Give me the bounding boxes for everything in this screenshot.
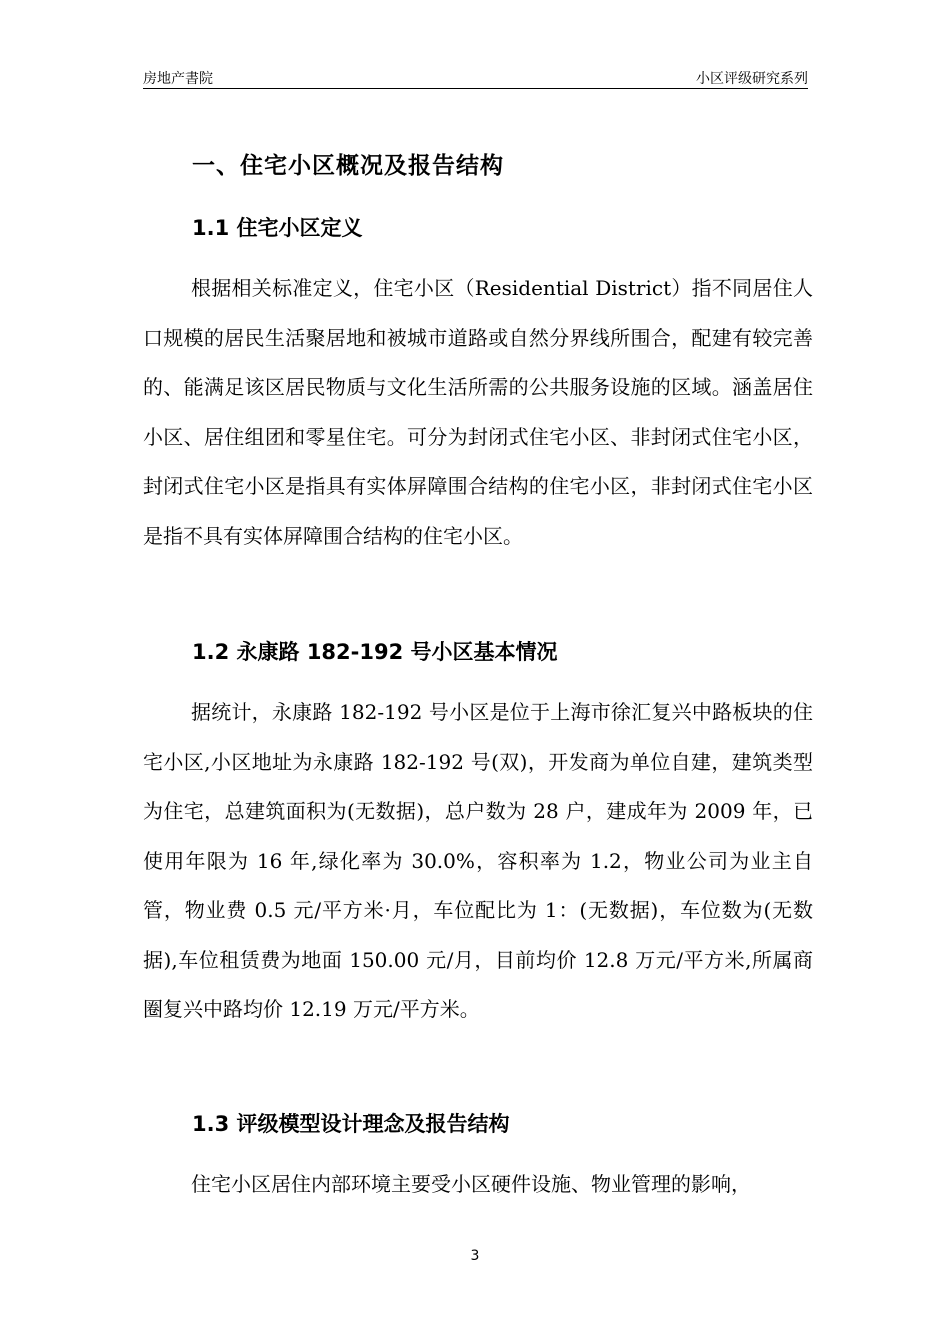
section-paragraph-1-3: 住宅小区居住内部环境主要受小区硬件设施、物业管理的影响， (191, 1172, 751, 1196)
section-heading-1-1: 1.1 住宅小区定义 (192, 216, 363, 240)
section-paragraph-1-2: 据统计，永康路 182-192 号小区是位于上海市徐汇复兴中路板块的住宅小区,小区地址为永康路 182-192 号(双)，开发商为单位自建，建筑类型为住宅，总建筑面积为(无数据)，总户数为 28 户，建成年为 2009 年，已使用年限为 16 年,绿化率为 30.0%，容积率为 1.2，物业公司为业主自管，物业费 0.5 元/平方米·月，车位配比为 1：(无数据)，车位数为(无数据),车位租赁费为地面 150.00 元/月，目前均价 12.8 万元/平方米,所属商圈复兴中路均价 12.19 万元/平方米。 (143, 700, 813, 1021)
page-header (143, 68, 808, 89)
section-paragraph-1-1: 根据相关标准定义，住宅小区（Residential District）指不同居住人口规模的居民生活聚居地和被城市道路或自然分界线所围合，配建有较完善的、能满足该区居民物质与文化生活所需的公共服务设施的区域。涵盖居住小区、居住组团和零星住宅。可分为封闭式住宅小区、非封闭式住宅小区，封闭式住宅小区是指具有实体屏障围合结构的住宅小区，非封闭式住宅小区是指不具有实体屏障围合结构的住宅小区。 (143, 276, 813, 548)
header-publisher: 房地产書院 (143, 71, 213, 87)
section-heading-1-2: 1.2 永康路 182-192 号小区基本情况 (192, 640, 558, 664)
page-number: 3 (470, 1248, 480, 1264)
section-heading-1-3: 1.3 评级模型设计理念及报告结构 (192, 1112, 510, 1136)
chapter-title: 一、住宅小区概况及报告结构 (192, 153, 504, 179)
header-series-title: 小区评级研究系列 (696, 71, 808, 87)
